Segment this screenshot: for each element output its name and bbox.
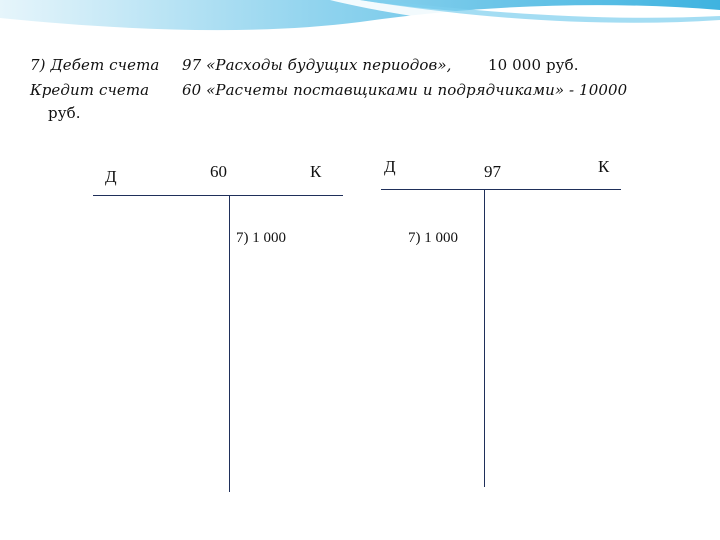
debit-entry: 7) 1 000 (408, 230, 458, 246)
t-account-horizontal-line (93, 195, 343, 196)
debit-label: Д (105, 167, 117, 186)
entry-amount: 10 000 руб. (488, 56, 579, 74)
credit-entry: 7) 1 000 (236, 230, 286, 246)
debit-label: Д (384, 157, 396, 176)
account-number: 60 (210, 162, 227, 181)
entry-debit-prefix: 7) Дебет счета (30, 56, 160, 74)
account-number: 97 (484, 162, 501, 181)
entry-debit-account: 97 «Расходы будущих периодов», (182, 56, 452, 74)
credit-label: К (310, 162, 322, 181)
t-account-vertical-line (484, 189, 485, 487)
header-banner (0, 0, 720, 60)
t-account-vertical-line (229, 195, 230, 492)
entry-credit-prefix: Кредит счета (30, 81, 150, 99)
t-account-horizontal-line (381, 189, 621, 190)
entry-currency: руб. (48, 104, 81, 122)
credit-label: К (598, 157, 610, 176)
entry-credit-account: 60 «Расчеты поставщиками и подрядчиками» - 10000 (182, 81, 628, 99)
